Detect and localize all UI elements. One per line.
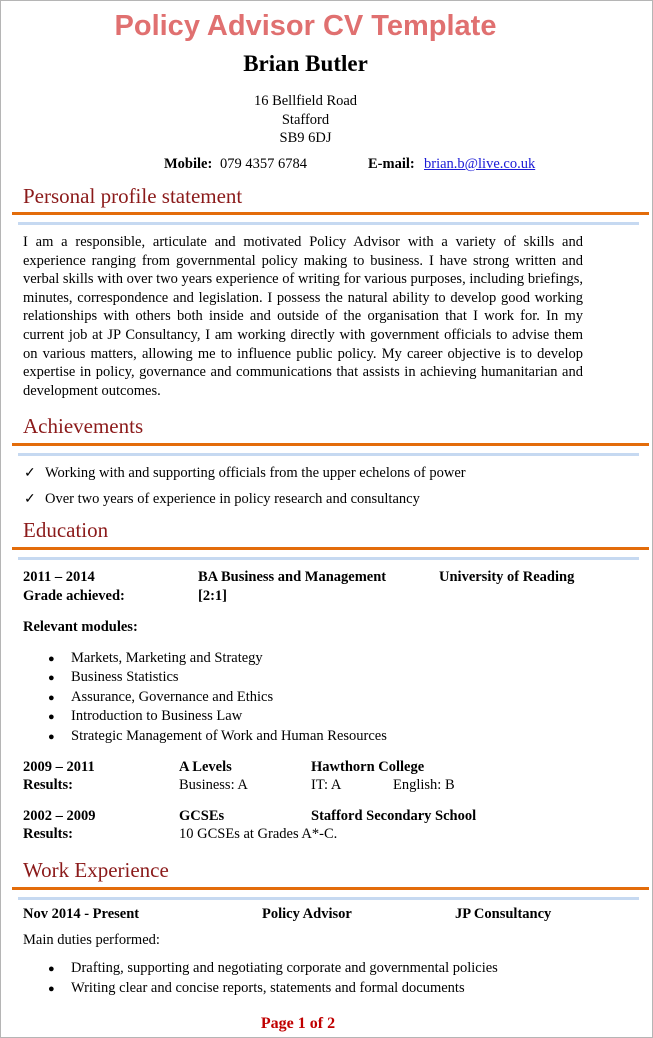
bullet-icon: ● xyxy=(48,983,55,995)
section-divider-light xyxy=(18,557,639,560)
module-item: Strategic Management of Work and Human Resources xyxy=(71,728,387,744)
work-company: JP Consultancy xyxy=(455,906,552,922)
profile-heading: Personal profile statement xyxy=(23,184,243,208)
check-icon: ✓ xyxy=(24,466,36,481)
bullet-icon: ● xyxy=(48,963,55,975)
alevels-course: A Levels xyxy=(179,759,232,775)
achievement-item: Over two years of experience in policy research and consultancy xyxy=(45,491,420,507)
email-label: E-mail: xyxy=(368,156,415,172)
address-line-3: SB9 6DJ xyxy=(279,130,332,146)
education-heading: Education xyxy=(23,518,109,542)
alevels-dates: 2009 – 2011 xyxy=(23,759,95,775)
degree-institution: University of Reading xyxy=(439,569,575,585)
bullet-icon: ● xyxy=(48,711,55,723)
section-divider-light xyxy=(18,222,639,225)
section-divider xyxy=(12,212,649,215)
alevels-result: Business: A xyxy=(179,777,248,793)
modules-label: Relevant modules: xyxy=(23,619,138,635)
gcses-results-label: Results: xyxy=(23,826,73,842)
alevels-result: IT: A xyxy=(311,777,342,793)
grade-value: [2:1] xyxy=(198,588,227,604)
bullet-icon: ● xyxy=(48,672,55,684)
mobile-label: Mobile: xyxy=(164,156,213,172)
bullet-icon: ● xyxy=(48,692,55,704)
document-title: Policy Advisor CV Template xyxy=(114,10,497,42)
address-line-2: Stafford xyxy=(281,112,330,128)
duty-item: Drafting, supporting and negotiating corporate and governmental policies xyxy=(71,960,498,976)
section-divider xyxy=(12,547,649,550)
degree-course: BA Business and Management xyxy=(198,569,387,585)
email-link[interactable]: brian.b@live.co.uk xyxy=(424,156,536,172)
gcses-course: GCSEs xyxy=(179,808,225,824)
module-item: Assurance, Governance and Ethics xyxy=(71,689,274,705)
section-divider-light xyxy=(18,897,639,900)
candidate-name: Brian Butler xyxy=(243,51,368,76)
module-item: Business Statistics xyxy=(71,669,179,685)
alevels-results-label: Results: xyxy=(23,777,73,793)
bullet-icon: ● xyxy=(48,653,55,665)
module-item: Markets, Marketing and Strategy xyxy=(71,650,263,666)
duty-item: Writing clear and concise reports, statements and formal documents xyxy=(71,980,465,996)
duties-label: Main duties performed: xyxy=(23,932,160,948)
work-dates: Nov 2014 - Present xyxy=(23,906,140,922)
profile-statement: I am a responsible, articulate and motivated Policy Advisor with a variety of skills and experience ranging from governmental policy making to business. I have strong written and verbal skills with over two years experience of writing for various purposes, including briefings, minutes, correspondence and legislation. I possess the natural ability to develop good working relationships with others both inside and outside of the organisation that I work for. In my current job at JP Consultancy, I am working directly with government officials to advise them on various matters, allowing me to influence public policy. My career objective is to develop expertise in policy, governance and communications that assists in achieving humanitarian and development outcomes. xyxy=(23,234,583,399)
module-item: Introduction to Business Law xyxy=(71,708,243,724)
gcses-institution: Stafford Secondary School xyxy=(311,808,477,824)
bullet-icon: ● xyxy=(48,731,55,743)
achievement-item: Working with and supporting officials from the upper echelons of power xyxy=(45,465,466,481)
page-number: Page 1 of 2 xyxy=(260,1015,336,1032)
gcses-result: 10 GCSEs at Grades A*-C. xyxy=(179,826,338,842)
gcses-dates: 2002 – 2009 xyxy=(23,808,96,824)
mobile-number: 079 4357 6784 xyxy=(220,156,307,172)
work-heading: Work Experience xyxy=(23,858,169,882)
achievements-heading: Achievements xyxy=(23,414,144,438)
section-divider-light xyxy=(18,453,639,456)
degree-dates: 2011 – 2014 xyxy=(23,569,95,585)
alevels-result: English: B xyxy=(393,777,455,793)
check-icon: ✓ xyxy=(24,492,36,507)
section-divider xyxy=(12,887,649,890)
grade-label: Grade achieved: xyxy=(23,588,125,604)
section-divider xyxy=(12,443,649,446)
address-line-1: 16 Bellfield Road xyxy=(253,93,358,109)
alevels-institution: Hawthorn College xyxy=(311,759,425,775)
work-role: Policy Advisor xyxy=(262,906,352,922)
